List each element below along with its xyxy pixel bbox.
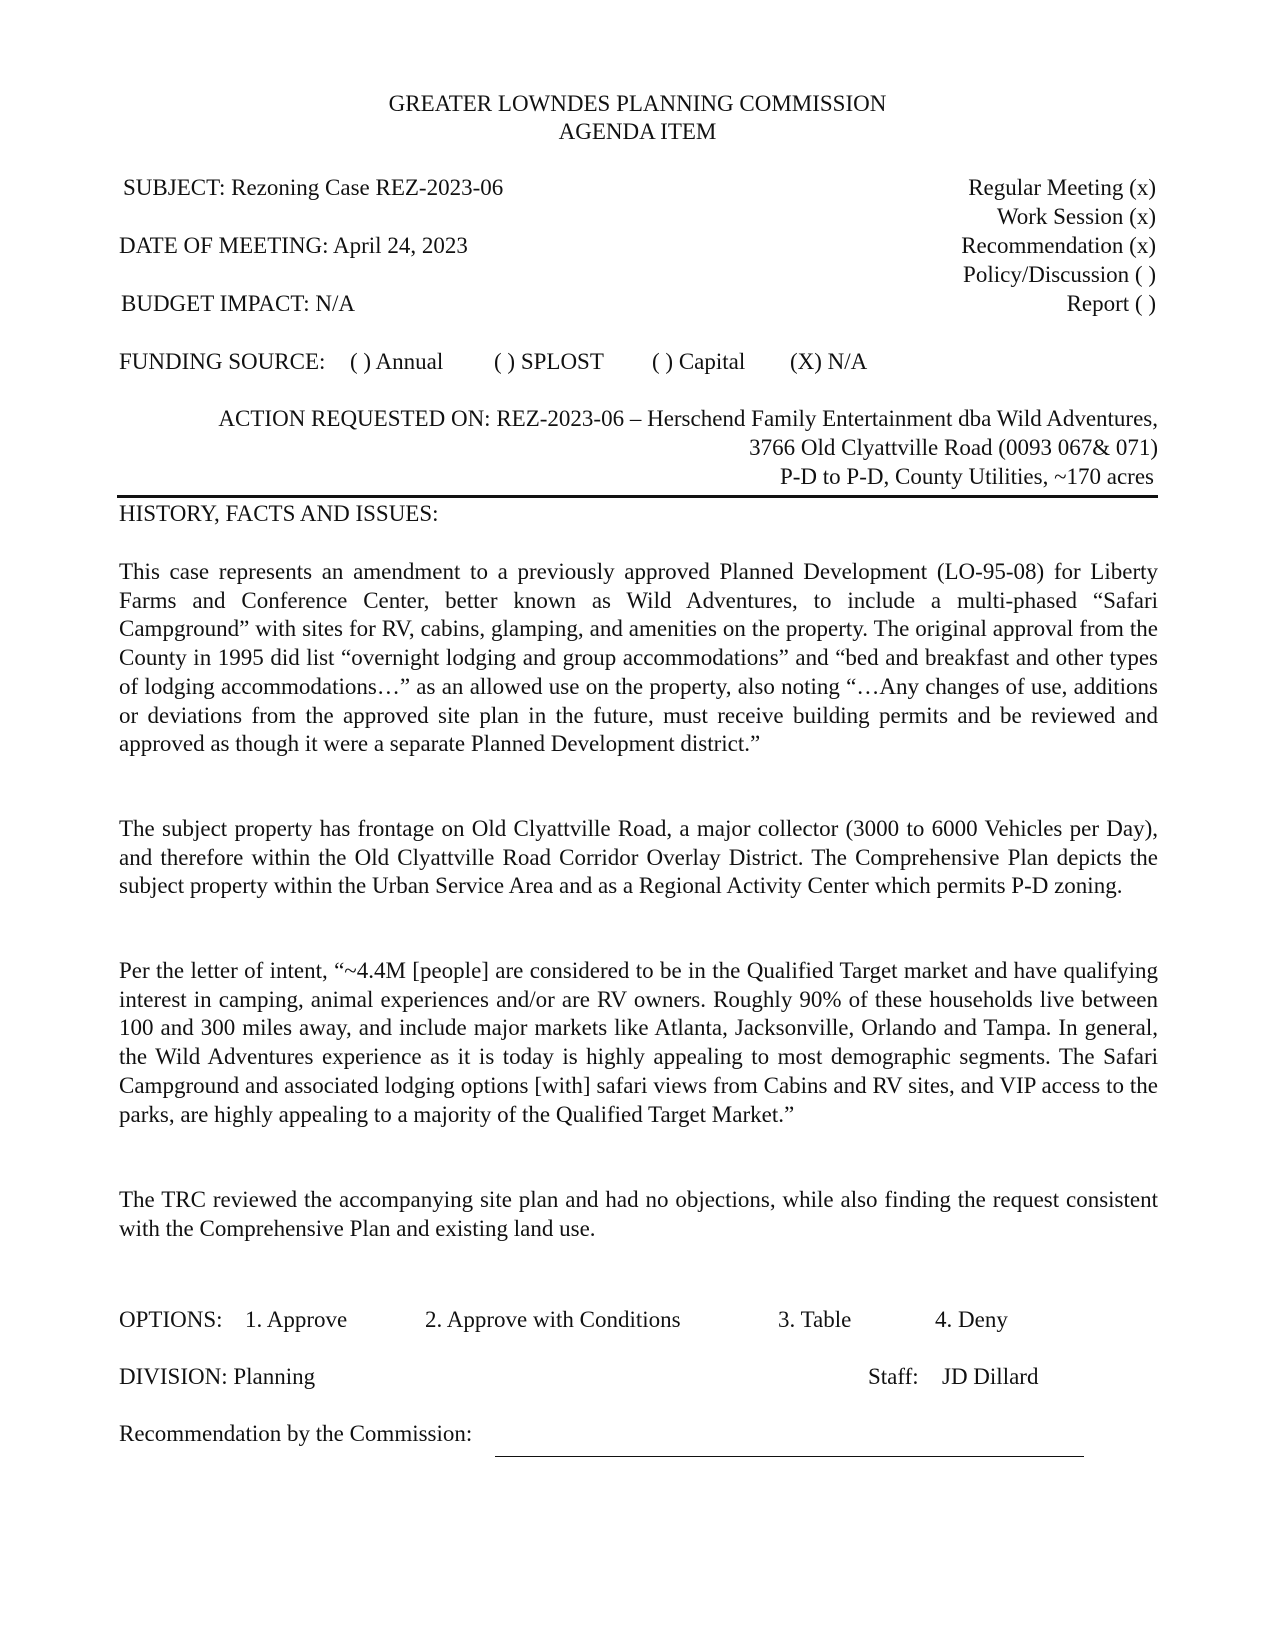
division-field: DIVISION: Planning [119, 1364, 316, 1389]
options-label: OPTIONS: [119, 1307, 223, 1332]
funding-annual: ( ) Annual [350, 349, 444, 374]
action-requested-line2: 3766 Old Clyattville Road (0093 067& 071) [749, 435, 1158, 460]
commission-title: GREATER LOWNDES PLANNING COMMISSION [388, 91, 887, 116]
recommendation-label: Recommendation by the Commission: [119, 1421, 473, 1446]
history-paragraph-1: This case represents an amendment to a previously approved Planned Development (LO-95-08) for Liberty Farms and Conference Center, better known as Wild Adventures, to include a multi-phased “Safari Campground” with sites for RV, cabins, glamping, and amenities on the property. The original approval from the County in 1995 did list “overnight lodging and group accommodations” and “bed and breakfast and other types of lodging accommodations…” as an allowed use on the property, also noting “…Any changes of use, additions or deviations from the approved site plan in the future, must receive building permits and be reviewed and approved as though it were a separate Planned Development district.” [119, 559, 1158, 757]
funding-capital: ( ) Capital [652, 349, 746, 374]
staff-name: JD Dillard [942, 1364, 1039, 1389]
history-paragraph-3: Per the letter of intent, “~4.4M [people] are considered to be in the Qualified Target market and have qualifying interest in camping, animal experiences and/or are RV owners. Roughly 90% of these households live between 100 and 300 miles away, and include major markets like Atlanta, Jacksonville, Orlando and Tampa. In general, the Wild Adventures experience as it is today is highly appealing to most demographic segments. The Safari Campground and associated lodging options [with] safari views from Cabins and RV sites, and VIP access to the parks, are highly appealing to a majority of the Qualified Target Market.” [119, 958, 1158, 1127]
subject-field: SUBJECT: Rezoning Case REZ-2023-06 [123, 175, 504, 200]
history-paragraph-2: The subject property has frontage on Old Clyattville Road, a major collector (3000 to 6000 Vehicles per Day), and therefore within the Old Clyattville Road Corridor Overlay District. The Comprehensive Plan depicts the subject property within the Urban Service Area and as a Regional Activity Center which permits P-D zoning. [119, 816, 1158, 899]
action-requested-line3: P-D to P-D, County Utilities, ~170 acres [779, 464, 1154, 489]
meeting-type-policy-discussion: Policy/Discussion ( ) [963, 262, 1156, 287]
agenda-item-title: AGENDA ITEM [558, 119, 717, 144]
funding-splost: ( ) SPLOST [494, 349, 604, 374]
budget-impact-field: BUDGET IMPACT: N/A [121, 291, 355, 316]
option-approve: 1. Approve [245, 1307, 348, 1332]
recommendation-signature-line [495, 1455, 1084, 1457]
section-divider [117, 495, 1158, 498]
funding-source-label: FUNDING SOURCE: [119, 349, 326, 374]
funding-na: (X) N/A [790, 349, 868, 374]
meeting-type-regular: Regular Meeting (x) [968, 175, 1156, 200]
action-requested-line1: ACTION REQUESTED ON: REZ-2023-06 – Herschend Family Entertainment dba Wild Adventures, [218, 406, 1158, 431]
history-heading: HISTORY, FACTS AND ISSUES: [119, 501, 439, 526]
meeting-type-work-session: Work Session (x) [996, 204, 1156, 229]
history-paragraph-4: The TRC reviewed the accompanying site plan and had no objections, while also finding the request consistent with the Comprehensive Plan and existing land use. [119, 1187, 1158, 1241]
option-approve-with-conditions: 2. Approve with Conditions [425, 1307, 681, 1332]
option-deny: 4. Deny [935, 1307, 1008, 1332]
option-table: 3. Table [778, 1307, 852, 1332]
meeting-type-recommendation: Recommendation (x) [961, 233, 1156, 258]
date-of-meeting-field: DATE OF MEETING: April 24, 2023 [119, 233, 468, 258]
meeting-type-report: Report ( ) [1066, 291, 1156, 316]
staff-label: Staff: [868, 1364, 919, 1389]
meeting-type-list [736, 174, 1156, 319]
